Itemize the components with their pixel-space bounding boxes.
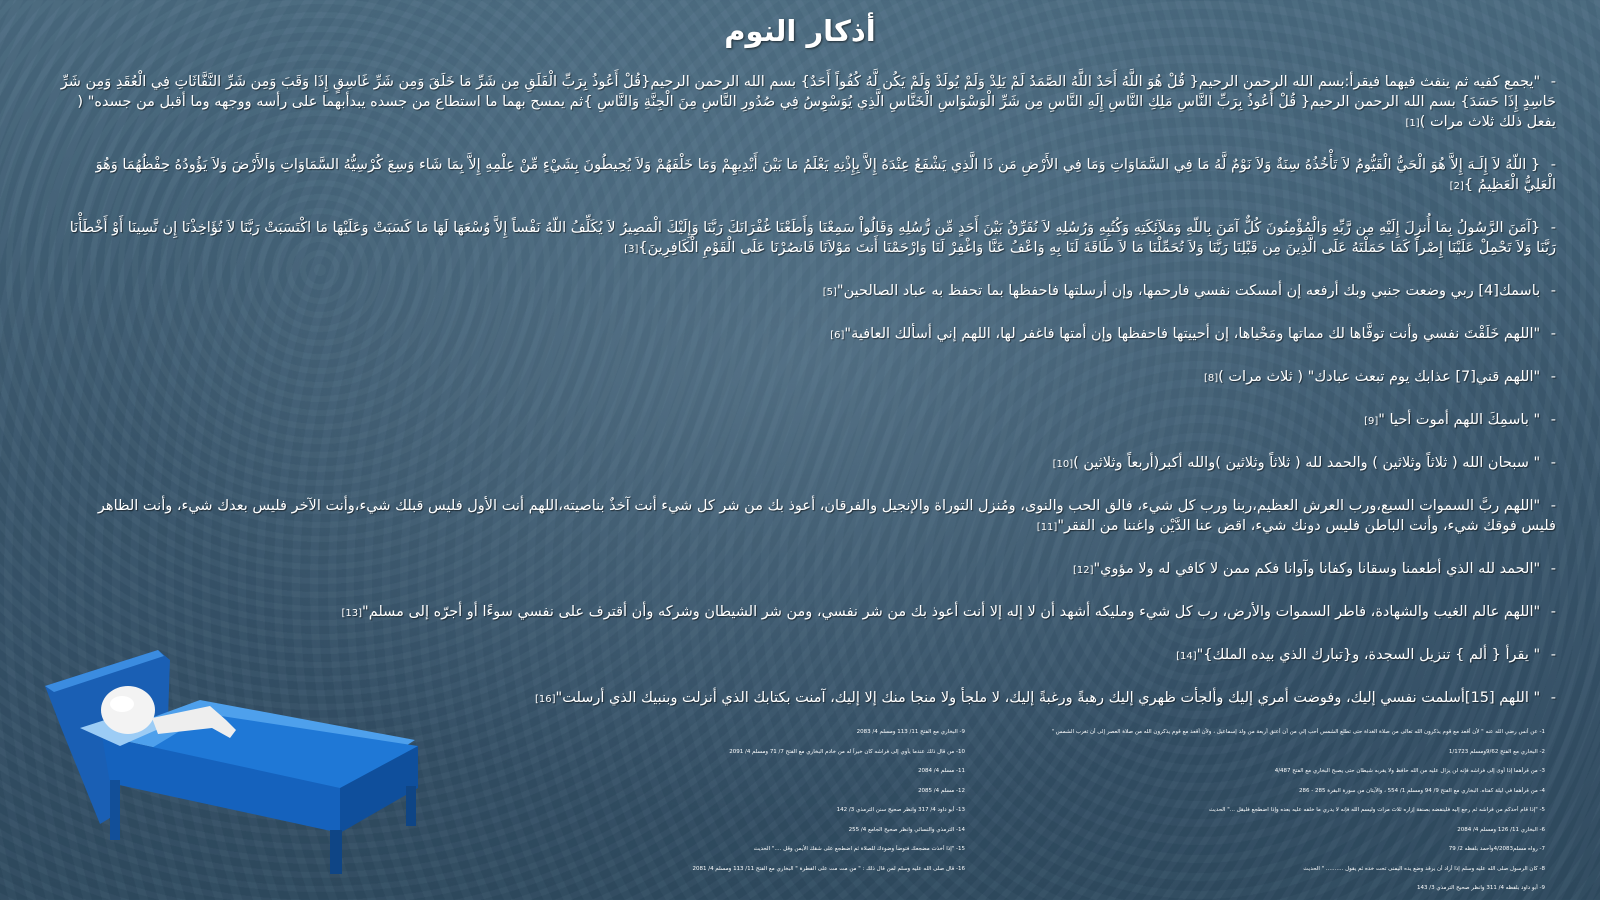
footnote-item: 5- "إذا قام أحدكم من فراشه ثم رجع إليه فلينفضه بصنفة إزاره ثلاث مرات وليسم الله فإنه لا يدري ما خلفه عليه بعده وإذا اضطجع فليقل ..." الحديث: [1208, 807, 1545, 813]
sleeping-person-illustration: [40, 648, 430, 888]
footnote-item: 1- عن أنس رضي الله عنه " لأن أقعد مع قوم يذكرون الله تعالى من صلاة الغداة حتى تطلع الشمس أحب إلي من أن أعتق أربعة من ولد إسماعيل ، ولأن أقعد مع قوم يذكرون الله من صلاة العصر إلى أن تغرب الشمس ": [1051, 729, 1545, 735]
footnote-ref[interactable]: [2]: [1449, 181, 1464, 192]
dhikr-text: "يجمع كفيه ثم ينفث فيهما فيقرأ:بسم الله الرحمن الرحيم{ قُلْ هُوَ اللَّهُ أَحَدٌ اللَّهُ الصَّمَدُ لَمْ يَلِدْ وَلَمْ يُولَدْ وَلَمْ يَكُن لَّهُ كُفُواً أَحَدٌ} بسم الله الرحمن الرحيم{قُلْ أَعُوذُ بِرَبِّ الْفَلَقِ مِن شَرِّ مَا خَلَقَ وَمِن شَرِّ غَاسِقٍ إِذَا وَقَبَ وَمِن شَرِّ النَّفَّاثَاتِ فِي الْعُقَدِ وَمِن شَرِّ حَاسِدٍ إِذَا حَسَدَ} بسم الله الرحمن الرحيم{ قُلْ أَعُوذُ بِرَبِّ النَّاسِ مَلِكِ النَّاسِ إِلَهِ النَّاسِ مِن شَرِّ الْوَسْوَاسِ الْخَنَّاسِ الَّذِي يُوَسْوِسُ فِي صُدُورِ النَّاسِ مِنَ الْجِنَّةِ وَالنَّاسِ }ثم يمسح بهما ما استطاع من جسده يبدأبهما على رأسه ووجهه وما أقبل من جسده" ( يفعل ذلك ثلاث مرات ): [60, 74, 1556, 130]
dhikr-bullet: -: [1550, 283, 1556, 299]
dhikr-bullet: -: [1550, 412, 1556, 428]
footnote-item: 4- من قرأهما في ليلة كفتاه. البخاري مع الفتح 9/ 94 ومسلم 1/ 554 ، والآيتان من سورة البقرة 285 - 286: [1299, 787, 1545, 794]
dhikr-text: { اللّهُ لاَ إِلَـهَ إِلاَّ هُوَ الْحَيُّ الْقَيُّومُ لاَ تَأْخُذُهُ سِنَةٌ وَلاَ نَوْمٌ لَّهُ مَا فِي السَّمَاوَاتِ وَمَا فِي الأَرْضِ مَن ذَا الَّذِي يَشْفَعُ عِنْدَهُ إِلاَّ بِإِذْنِهِ يَعْلَمُ مَا بَيْنَ أَيْدِيهِمْ وَمَا خَلْفَهُمْ وَلاَ يُحِيطُونَ بِشَيْءٍ مِّنْ عِلْمِهِ إِلاَّ بِمَا شَاء وَسِعَ كُرْسِيُّهُ السَّمَاوَاتِ وَالأَرْضَ وَلاَ يَؤُودُهُ حِفْظُهُمَا وَهُوَ الْعَلِيُّ الْعَظِيمُ }: [95, 157, 1556, 193]
dhikr-text: " سبحان الله ( ثلاثاً وثلاثين ) والحمد لله ( ثلاثاً وثلاثين )والله أكبر(أربعاً وثلاثين ): [1073, 455, 1541, 471]
person-head-highlight: [110, 696, 134, 712]
dhikr-text: باسمك[4] ربي وضعت جنبي وبك أرفعه إن أمسكت نفسي فارحمها، وإن أرسلتها فاحفظها بما تحفظ به عباد الصالحين": [836, 283, 1541, 299]
footnote-item: 2- البخاري مع الفتح 9/62ومسلم 1/1723: [1448, 748, 1545, 755]
dhikr-bullet: -: [1550, 690, 1556, 706]
footnote-item: 10- من قال ذلك عندما يأوي إلى فراشه كان خيراً له من خادم البخاري مع الفتح 7/ 71 ومسلم 4/ 2091: [729, 748, 965, 755]
dhikr-item: [60, 410, 1556, 432]
footnotes-right-column: [1025, 728, 1545, 900]
footnote-ref[interactable]: [1]: [1405, 118, 1420, 129]
dhikr-text: {آمَنَ الرَّسُولُ بِمَا أُنزِلَ إِلَيْهِ مِن رَّبِّهِ وَالْمُؤْمِنُونَ كُلٌّ آمَنَ بِاللّهِ وَمَلآئِكَتِهِ وَكُتُبِهِ وَرُسُلِهِ لاَ نُفَرِّقُ بَيْنَ أَحَدٍ مِّن رُّسُلِهِ وَقَالُواْ سَمِعْنَا وَأَطَعْنَا غُفْرَانَكَ رَبَّنَا وَإِلَيْكَ الْمَصِيرُ لاَ يُكَلِّفُ اللّهُ نَفْساً إِلاَّ وُسْعَهَا لَهَا مَا كَسَبَتْ وَعَلَيْهَا مَا اكْتَسَبَتْ رَبَّنَا لاَ تُؤَاخِذْنَا إِن نَّسِينَا أَوْ أَخْطَأْنَا رَبَّنَا وَلاَ تَحْمِلْ عَلَيْنَا إِصْراً كَمَا حَمَلْتَهُ عَلَى الَّذِينَ مِن قَبْلِنَا رَبَّنَا وَلاَ تُحَمِّلْنَا مَا لاَ طَاقَةَ لَنَا بِهِ وَاعْفُ عَنَّا وَاغْفِرْ لَنَا وَارْحَمْنَا أَنتَ مَوْلاَنَا فَانصُرْنَا عَلَى الْقَوْمِ الْكَافِرِينَ}: [69, 220, 1556, 256]
dhikr-bullet: -: [1550, 157, 1556, 173]
bed-leg: [330, 830, 342, 874]
bed-leg: [110, 780, 120, 840]
footnotes-left-column: [445, 728, 965, 900]
footnote-ref[interactable]: [6]: [830, 330, 845, 341]
dhikr-text: " اللهم [15]أسلمت نفسي إليك، وفوضت أمري إليك وألجأت ظهري إليك رهبةً ورغبةً إليك، لا ملجأ ولا منجا منك إلا إليك، آمنت بكتابك الذي أنزلت وبنبيك الذي أرسلت": [555, 690, 1541, 706]
dhikr-item: [60, 324, 1556, 346]
dhikr-item: [60, 559, 1556, 581]
dhikr-bullet: -: [1550, 647, 1556, 663]
dhikr-bullet: -: [1550, 220, 1556, 236]
adhkar-list: [60, 72, 1556, 731]
bed-icon: [40, 648, 430, 888]
footnote-ref[interactable]: [10]: [1052, 459, 1074, 470]
dhikr-item: [60, 155, 1556, 197]
footnotes: [445, 728, 1545, 900]
footnote-ref[interactable]: [16]: [535, 694, 556, 705]
dhikr-item: [60, 367, 1556, 389]
footnote-ref[interactable]: [14]: [1176, 651, 1197, 662]
footnote-item: 8- كان الرسول صلى الله عليه وسلم إذا أراد أن يرقد وضع يده اليمنى تحت خده ثم يقول .......... " الحديث: [1303, 865, 1545, 872]
dhikr-text: " يقرأ { ألم } تنزيل السجدة، و{تبارك الذي بيده الملك}": [1196, 647, 1541, 663]
dhikr-item: [60, 218, 1556, 260]
dhikr-bullet: -: [1550, 498, 1556, 514]
dhikr-text: " باسمِكَ اللهم أموت أحيا ": [1378, 412, 1541, 428]
footnote-item: 12- مسلم 4/ 2085: [918, 787, 965, 794]
dhikr-item: [60, 602, 1556, 624]
dhikr-text: "اللهم ربَّ السموات السبع،ورب العرش العظيم،ربنا ورب كل شيء، فالق الحب والنوى، ومُنزل التوراة والإنجيل والفرقان، أعوذ بك من شر كل شيء أنت آخذٌ بناصيته،اللهم أنت الأول فليس قبلك شيء،وأنت الآخر فليس بعدك شيء، وأنت الظاهر فليس فوقك شيء، وأنت الباطن فليس دونك شيء، اقض عنا الدَّيْن واغننا من الفقر": [97, 498, 1556, 534]
footnote-ref[interactable]: [8]: [1203, 373, 1219, 384]
dhikr-bullet: -: [1550, 369, 1556, 385]
footnote-item: 14- الترمذي والنسائي وانظر صحيح الجامع 4/ 255: [848, 826, 965, 833]
dhikr-text: "اللهم عالم الغيب والشهادة، فاطر السموات والأرض، رب كل شيء ومليكه أشهد أن لا إله إلا أنت أعوذ بك من شر نفسي، ومن شر الشيطان وشركه وأن أقترف على نفسي سوءًا أو أجرّه إلى مسلم": [362, 604, 1541, 620]
footnote-item: 15- "إذا أخذت مضجعك فتوضأ وضوءك للصلاة ثم اضطجع على شقك الأيمن وقل ...." الحديث: [753, 846, 965, 852]
footnote-ref[interactable]: [12]: [1072, 565, 1094, 576]
footnote-ref[interactable]: [13]: [341, 608, 363, 619]
footnote-ref[interactable]: [9]: [1364, 416, 1379, 427]
page-title: أذكار النوم: [724, 14, 876, 48]
dhikr-item: [60, 496, 1556, 538]
footnote-item: 16- قال صلى الله عليه وسلم لمن قال ذلك : " من مت مت على الفطرة " البخاري مع الفتح 11/ 113 ومسلم 4/ 2081: [692, 865, 965, 872]
footnote-item: 3- من قرأهما إذا أوى إلى فراشه فإنه لن يزال عليه من الله حافظ ولا يقربه شيطان حتى يصبح البخاري مع الفتح 4/487: [1274, 768, 1545, 774]
dhikr-bullet: -: [1550, 74, 1556, 90]
footnote-item: 9- البخاري مع الفتح 11/ 113 ومسلم 4/ 2083: [856, 729, 965, 735]
dhikr-item: [60, 281, 1556, 303]
dhikr-bullet: -: [1550, 561, 1556, 577]
footnote-item: 11- مسلم 4/ 2084: [918, 768, 965, 774]
footnote-ref[interactable]: [3]: [624, 244, 639, 255]
dhikr-text: "اللهم خَلَقْتَ نفسي وأنت توفَّاها لك مماتها ومَحْياها، إن أحييتها فاحفظها وإن أمتها فاغفر لها، اللهم إني أسألك العافية": [844, 326, 1541, 342]
dhikr-bullet: -: [1550, 455, 1556, 471]
footnote-item: 13- أبو داود 4/ 317 وانظر صحيح سنن الترمذي 3/ 142: [836, 807, 965, 813]
dhikr-bullet: -: [1550, 604, 1556, 620]
footnote-item: 9- أبو داود بلفظه 4/ 311 وانظر صحيح الترمذي 3/ 143: [1416, 885, 1545, 891]
dhikr-item: [60, 453, 1556, 475]
dhikr-item: [60, 72, 1556, 134]
footnote-ref[interactable]: [11]: [1036, 522, 1058, 533]
dhikr-bullet: -: [1550, 326, 1556, 342]
footnote-ref[interactable]: [5]: [822, 287, 837, 298]
footnote-item: 6- البخاري 11/ 126 ومسلم 4/ 2084: [1457, 826, 1545, 833]
dhikr-text: "اللهم قني[7] عذابك يوم تبعث عبادك" ( ثلاث مرات ): [1218, 369, 1541, 385]
footnote-item: 7- رواه مسلم4/2083وأحمد بلفظه 2/ 79: [1448, 846, 1545, 852]
bed-leg: [406, 786, 416, 826]
dhikr-text: "الحمد لله الذي أطعمنا وسقانا وكفانا وآوانا فكم ممن لا كافي له ولا مؤوي": [1093, 561, 1541, 577]
